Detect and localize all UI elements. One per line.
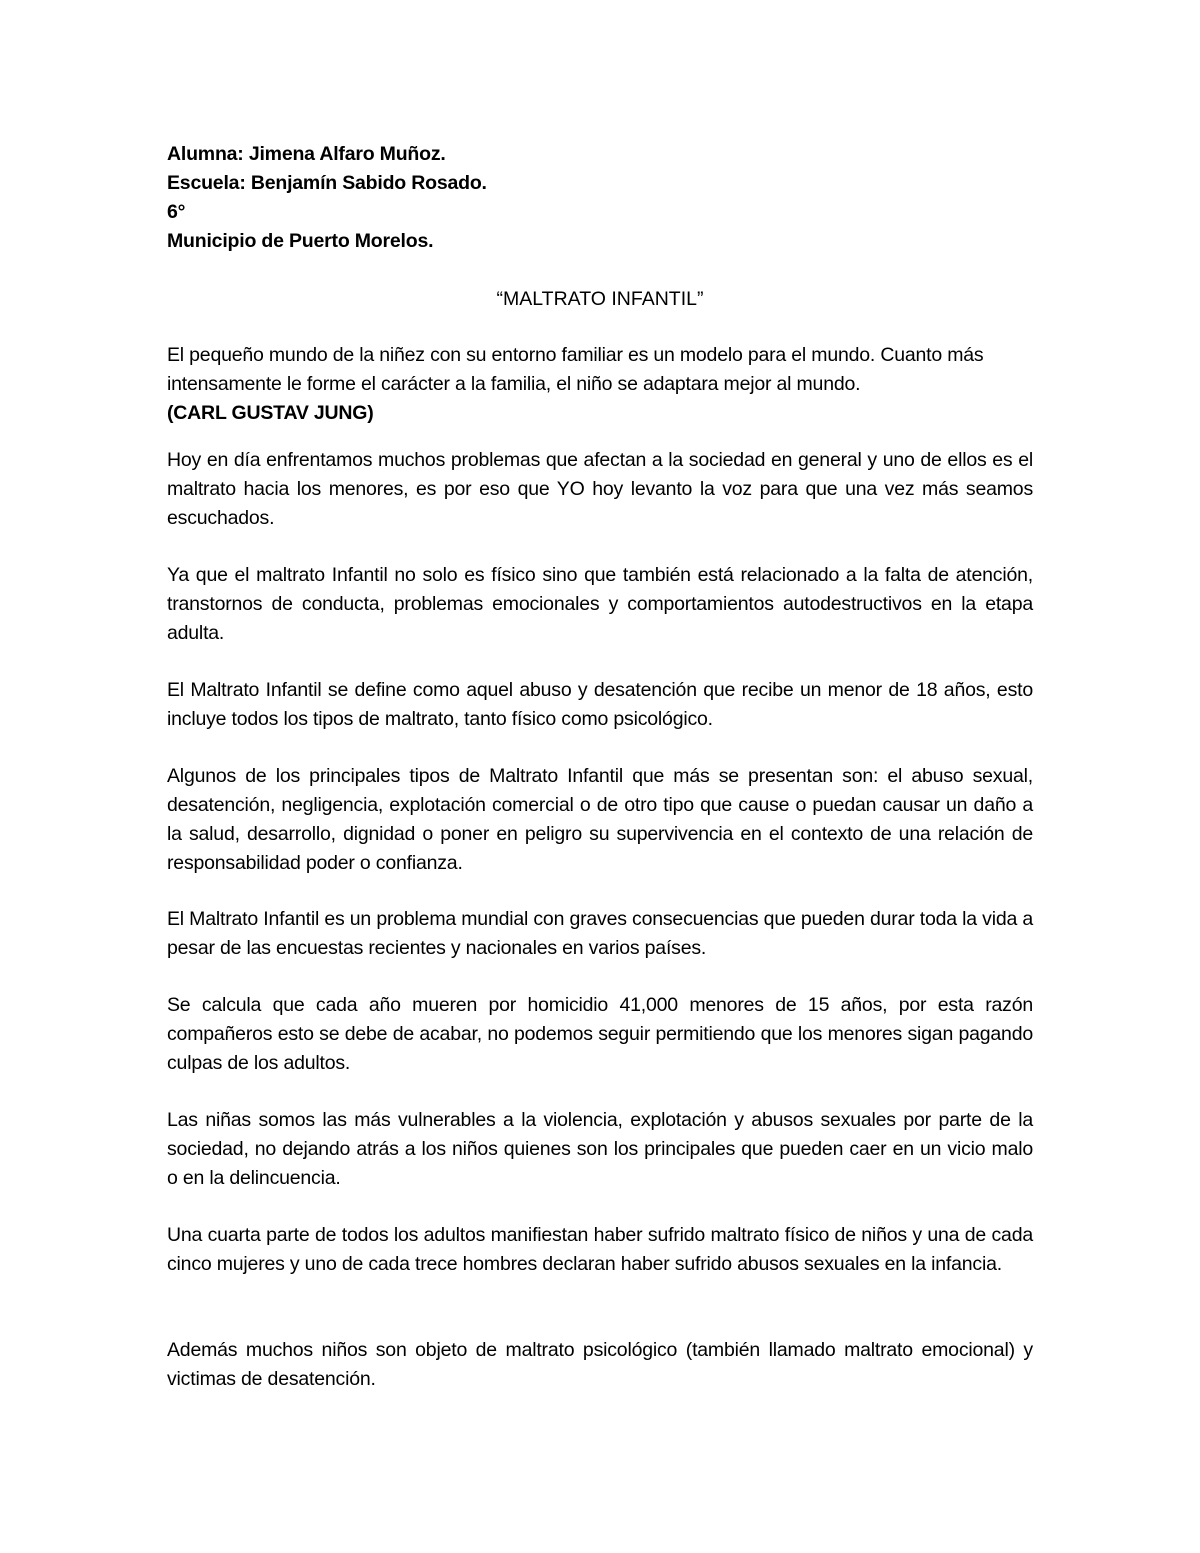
paragraph: Las niñas somos las más vulnerables a la violencia, explotación y abusos sexuales por parte de la sociedad, no dejando atrás a los niños quienes son los principales que pueden caer en un vicio malo o en la delincuencia.: [167, 1109, 1033, 1189]
school-name: Escuela: Benjamín Sabido Rosado.: [167, 172, 487, 194]
paragraph: Algunos de los principales tipos de Maltrato Infantil que más se presentan son: el abuso sexual, desatención, negligencia, explotación comercial o de otro tipo que cause o puedan causar un daño a la salud, desarrollo, dignidad o poner en peligro su supervivencia en el contexto de una relación de responsabilidad poder o confianza.: [167, 765, 1033, 874]
grade: 6°: [167, 201, 186, 223]
paragraph: Ya que el maltrato Infantil no solo es físico sino que también está relacionado a la falta de atención, transtornos de conducta, problemas emocionales y comportamientos autodestructivos en la etapa adulta.: [167, 564, 1033, 644]
quote-text: El pequeño mundo de la niñez con su entorno familiar es un modelo para el mundo. Cuanto más intensamente le forme el carácter a la familia, el niño se adaptara mejor al mundo.: [167, 344, 984, 395]
paragraph: El Maltrato Infantil se define como aquel abuso y desatención que recibe un menor de 18 años, esto incluye todos los tipos de maltrato, tanto físico como psicológico.: [167, 679, 1033, 730]
paragraph: El Maltrato Infantil es un problema mundial con graves consecuencias que pueden durar toda la vida a pesar de las encuestas recientes y nacionales en varios países.: [167, 908, 1033, 959]
epigraph-quote: [167, 341, 1033, 428]
paragraph: Se calcula que cada año mueren por homicidio 41,000 menores de 15 años, por esta razón compañeros esto se debe de acabar, no podemos seguir permitiendo que los menores sigan pagando culpas de los adultos.: [167, 994, 1033, 1074]
paragraph: Hoy en día enfrentamos muchos problemas que afectan a la sociedad en general y uno de ellos es el maltrato hacia los menores, es por eso que YO hoy levanto la voz para que una vez más seamos escuchados.: [167, 449, 1033, 529]
quote-author: (CARL GUSTAV JUNG): [167, 402, 374, 424]
document-title: “MALTRATO INFANTIL”: [496, 288, 704, 310]
paragraph: Además muchos niños son objeto de maltrato psicológico (también llamado maltrato emocional) y victimas de desatención.: [167, 1339, 1033, 1390]
paragraph: Una cuarta parte de todos los adultos manifiestan haber sufrido maltrato físico de niños y una de cada cinco mujeres y uno de cada trece hombres declaran haber sufrido abusos sexuales en la infancia.: [167, 1224, 1033, 1275]
municipality: Municipio de Puerto Morelos.: [167, 230, 434, 252]
document-header: [167, 140, 1033, 256]
student-name: Alumna: Jimena Alfaro Muñoz.: [167, 143, 446, 165]
